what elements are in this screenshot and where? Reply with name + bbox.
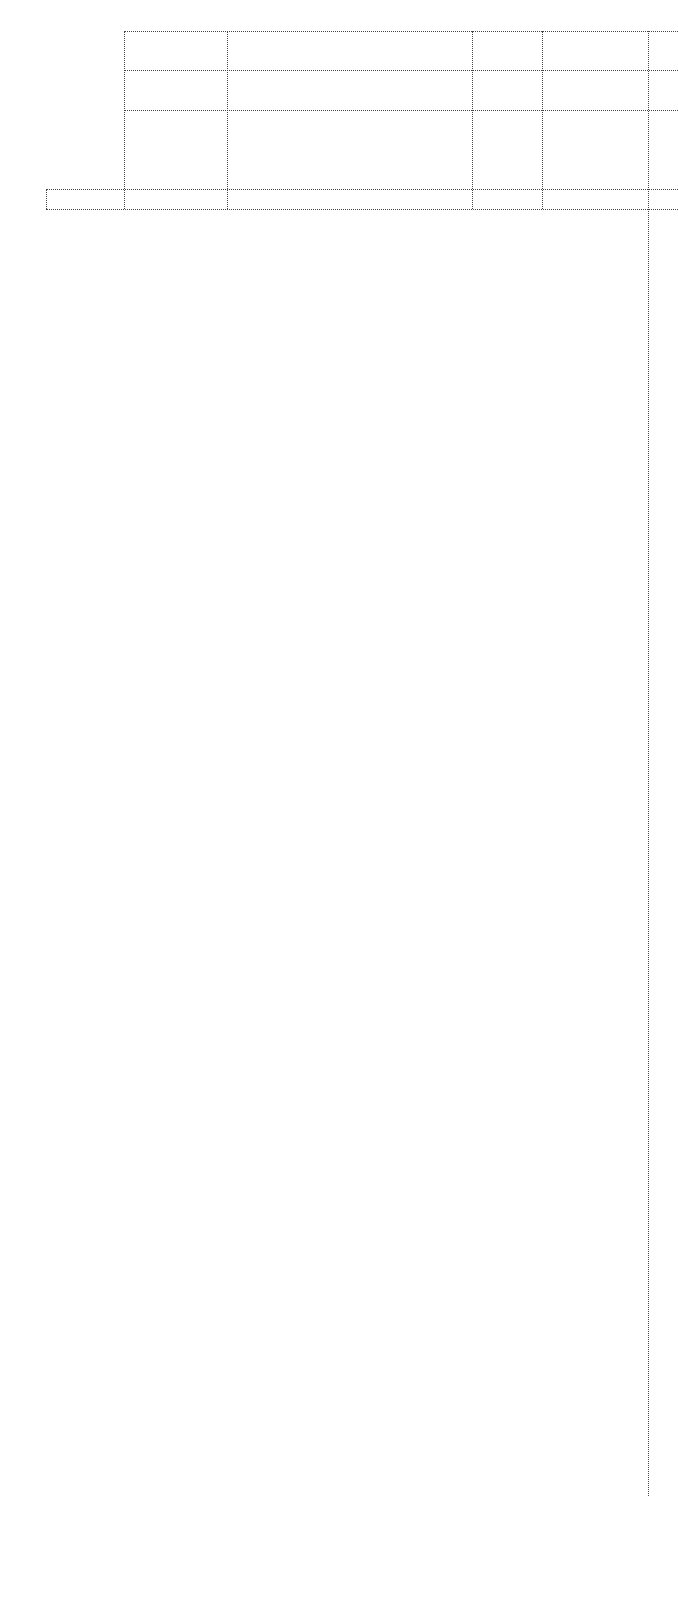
gridline [124,110,678,111]
gridline [472,31,473,209]
gridline [46,209,678,210]
gridline [46,189,47,209]
gridline [124,31,678,32]
gridline [648,31,649,1496]
gridline [124,31,125,209]
gridline [227,31,228,209]
gridline [124,70,678,71]
gridline [542,31,543,209]
gridline [46,189,678,190]
